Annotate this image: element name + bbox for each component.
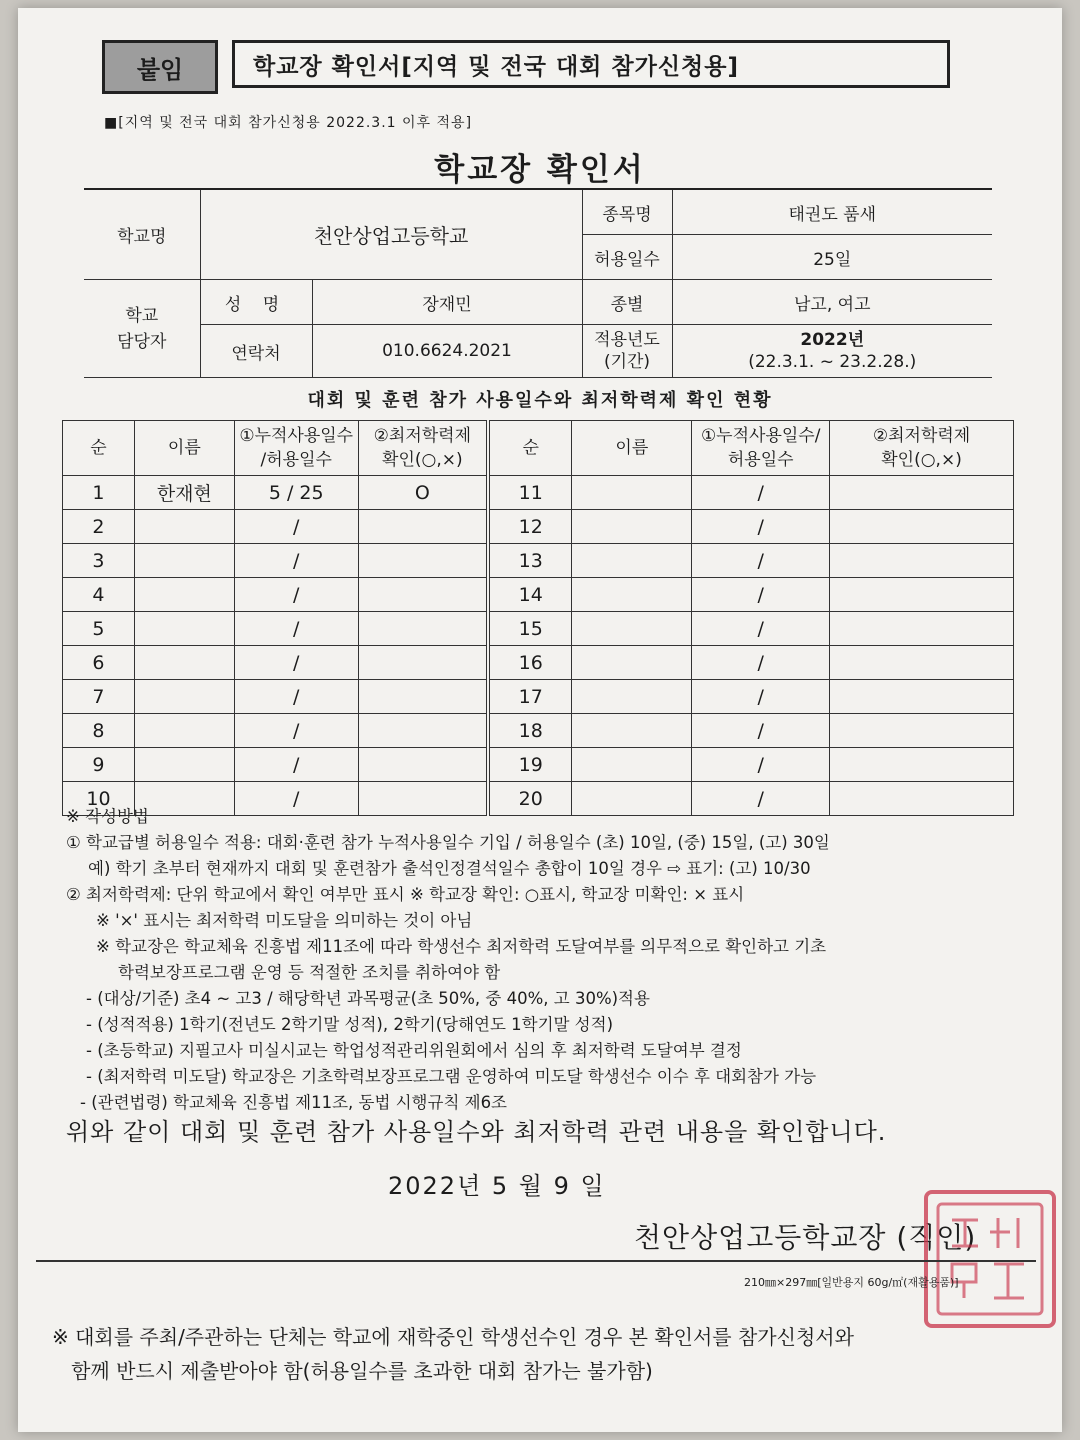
row-days: / (234, 680, 358, 714)
allowed-days-label: 허용일수 (582, 235, 672, 280)
table-row (63, 646, 1014, 680)
header-no-right: 순 (488, 421, 572, 476)
row-check (358, 612, 488, 646)
row-days-right: / (692, 748, 830, 782)
row-no: 9 (63, 748, 135, 782)
header-check: ②최저학력제 확인(○,×) (358, 421, 488, 476)
instruction-line: ② 최저학력제: 단위 학교에서 확인 여부만 표시 ※ 학교장 확인: ○표시, 학교장 미확인: × 표시 (66, 885, 745, 904)
document-title: 학교장 확인서 (434, 152, 646, 188)
table-row (63, 476, 1014, 510)
contact-label: 연락처 (200, 325, 312, 378)
footer-note (52, 1320, 1042, 1388)
table-row (63, 510, 1014, 544)
header-title: 학교장 확인서[지역 및 전국 대회 참가신청용] (232, 40, 950, 88)
principal-signature: 천안상업고등학교장 (직인) (634, 1221, 977, 1254)
table-row (63, 680, 1014, 714)
row-no: 3 (63, 544, 135, 578)
row-check (358, 748, 488, 782)
row-days-right: / (692, 680, 830, 714)
table-row (63, 612, 1014, 646)
row-no-right: 13 (488, 544, 572, 578)
row-name-right (572, 544, 692, 578)
row-check-right (830, 680, 1014, 714)
row-days-right: / (692, 714, 830, 748)
row-no: 1 (63, 476, 135, 510)
year-cell (672, 325, 992, 378)
row-days-right: / (692, 646, 830, 680)
row-name: 한재현 (134, 476, 234, 510)
row-name (134, 544, 234, 578)
footer-line: ※ 대회를 주최/주관하는 단체는 학교에 재학중인 학생선수인 경우 본 확인서를 참가신청서와 (52, 1325, 854, 1349)
row-days-right: / (692, 510, 830, 544)
row-days-right: / (692, 612, 830, 646)
row-days: / (234, 714, 358, 748)
instruction-line: - (최저학력 미도달) 학교장은 기초학력보장프로그램 운영하여 미도달 학생선수 이수 후 대회참가 가능 (86, 1067, 817, 1086)
row-name (134, 714, 234, 748)
manager-name-label: 성 명 (200, 280, 312, 325)
row-check-right (830, 510, 1014, 544)
row-days-right: / (692, 544, 830, 578)
row-name-right (572, 714, 692, 748)
row-name (134, 578, 234, 612)
instruction-line: ※ '×' 표시는 최저학력 미도달을 의미하는 것이 아님 (96, 911, 473, 930)
row-check-right (830, 612, 1014, 646)
row-check (358, 578, 488, 612)
row-check: O (358, 476, 488, 510)
table-row (63, 544, 1014, 578)
row-check-right (830, 748, 1014, 782)
row-name (134, 748, 234, 782)
event-value: 태권도 품새 (672, 189, 992, 235)
table-row (63, 748, 1014, 782)
row-check-right (830, 476, 1014, 510)
row-days: / (234, 578, 358, 612)
row-name-right (572, 578, 692, 612)
row-no-right: 15 (488, 612, 572, 646)
row-no: 10 (63, 782, 135, 816)
header-name: 이름 (134, 421, 234, 476)
row-name-right (572, 646, 692, 680)
category-value: 남고, 여고 (672, 280, 992, 325)
confirmation-text: 위와 같이 대회 및 훈련 참가 사용일수와 최저학력 관련 내용을 확인합니다. (66, 1118, 887, 1146)
row-no-right: 14 (488, 578, 572, 612)
row-check-right (830, 578, 1014, 612)
row-check (358, 646, 488, 680)
row-name-right (572, 612, 692, 646)
category-label: 종별 (582, 280, 672, 325)
row-no-right: 16 (488, 646, 572, 680)
row-no: 5 (63, 612, 135, 646)
row-check (358, 714, 488, 748)
row-days: / (234, 748, 358, 782)
row-no-right: 11 (488, 476, 572, 510)
event-label: 종목명 (582, 189, 672, 235)
seal-icon (928, 1194, 1052, 1324)
section-title: 대회 및 훈련 참가 사용일수와 최저학력제 확인 현황 (307, 390, 773, 411)
row-name-right (572, 510, 692, 544)
row-name-right (572, 680, 692, 714)
official-seal (924, 1190, 1056, 1328)
row-no-right: 12 (488, 510, 572, 544)
row-no: 8 (63, 714, 135, 748)
row-name (134, 680, 234, 714)
header-name-right: 이름 (572, 421, 692, 476)
row-no-right: 20 (488, 782, 572, 816)
instruction-line: ① 학교급별 허용일수 적용: 대회·훈련 참가 누적사용일수 기입 / 허용일수 (초) 10일, (중) 15일, (고) 30일 (66, 833, 830, 852)
divider (36, 1260, 1036, 1262)
header-days-right: ①누적사용일수/ 허용일수 (692, 421, 830, 476)
row-check (358, 510, 488, 544)
row-days: / (234, 544, 358, 578)
header-no: 순 (63, 421, 135, 476)
manager-label: 학교 담당자 (84, 280, 200, 378)
row-days: / (234, 510, 358, 544)
row-no: 2 (63, 510, 135, 544)
row-check-right (830, 544, 1014, 578)
issue-date: 2022년 5 월 9 일 (388, 1172, 606, 1200)
instruction-line: - (초등학교) 지필고사 미실시교는 학업성적관리위원회에서 심의 후 최저학력 도달여부 결정 (86, 1041, 742, 1060)
header-check-right: ②최저학력제 확인(○,×) (830, 421, 1014, 476)
instruction-line: 예) 학기 초부터 현재까지 대회 및 훈련참가 출석인정결석일수 총합이 10일 경우 ⇨ 표기: (고) 10/30 (88, 859, 811, 878)
row-days: / (234, 612, 358, 646)
info-table (84, 188, 992, 378)
row-days: / (234, 782, 358, 816)
row-days-right: / (692, 476, 830, 510)
instruction-line: ※ 작성방법 (66, 807, 149, 826)
year-label: 적용년도 (기간) (582, 325, 672, 378)
row-days: / (234, 646, 358, 680)
period-value: (22.3.1. ~ 23.2.28.) (748, 352, 917, 372)
instructions (66, 804, 1026, 1116)
attachment-tag: 붙임 (102, 40, 218, 94)
document-page (18, 8, 1062, 1432)
row-no-right: 17 (488, 680, 572, 714)
instruction-line: - (관련법령) 학교체육 진흥법 제11조, 동법 시행규칙 제6조 (80, 1093, 507, 1112)
manager-name-value: 장재민 (312, 280, 582, 325)
participation-table (62, 420, 1014, 816)
table-row (63, 578, 1014, 612)
row-no-right: 18 (488, 714, 572, 748)
row-check-right (830, 646, 1014, 680)
contact-value: 010.6624.2021 (312, 325, 582, 378)
table-row (63, 714, 1014, 748)
row-name (134, 510, 234, 544)
row-name (134, 612, 234, 646)
row-name (134, 646, 234, 680)
row-name-right (572, 748, 692, 782)
allowed-days-value: 25일 (672, 235, 992, 280)
year-value: 2022년 (800, 330, 865, 350)
row-days-right: / (692, 782, 830, 816)
instruction-line: ※ 학교장은 학교체육 진흥법 제11조에 따라 학생선수 최저학력 도달여부를 의무적으로 확인하고 기초 (96, 937, 827, 956)
instruction-line: - (성적적용) 1학기(전년도 2학기말 성적), 2학기(당해연도 1학기말 성적) (86, 1015, 614, 1034)
row-no: 4 (63, 578, 135, 612)
instruction-line: - (대상/기준) 초4 ~ 고3 / 해당학년 과목평균(초 50%, 중 40%, 고 30%)적용 (86, 989, 650, 1008)
row-days-right: / (692, 578, 830, 612)
row-no-right: 19 (488, 748, 572, 782)
paper-spec: 210㎜×297㎜[일반용지 60g/㎡(재활용품)] (744, 1276, 959, 1289)
row-no: 7 (63, 680, 135, 714)
row-no: 6 (63, 646, 135, 680)
row-check-right (830, 714, 1014, 748)
school-name-value: 천안상업고등학교 (200, 189, 582, 280)
instruction-line: 학력보장프로그램 운영 등 적절한 조치를 취하여야 함 (118, 963, 501, 982)
row-name-right (572, 476, 692, 510)
school-name-label: 학교명 (84, 189, 200, 280)
apply-note: ■[지역 및 전국 대회 참가신청용 2022.3.1 이후 적용] (104, 115, 473, 131)
row-check (358, 544, 488, 578)
row-days: 5 / 25 (234, 476, 358, 510)
row-check (358, 680, 488, 714)
footer-line: 함께 반드시 제출받아야 함(허용일수를 초과한 대회 참가는 불가함) (52, 1359, 653, 1383)
header-days: ①누적사용일수 /허용일수 (234, 421, 358, 476)
